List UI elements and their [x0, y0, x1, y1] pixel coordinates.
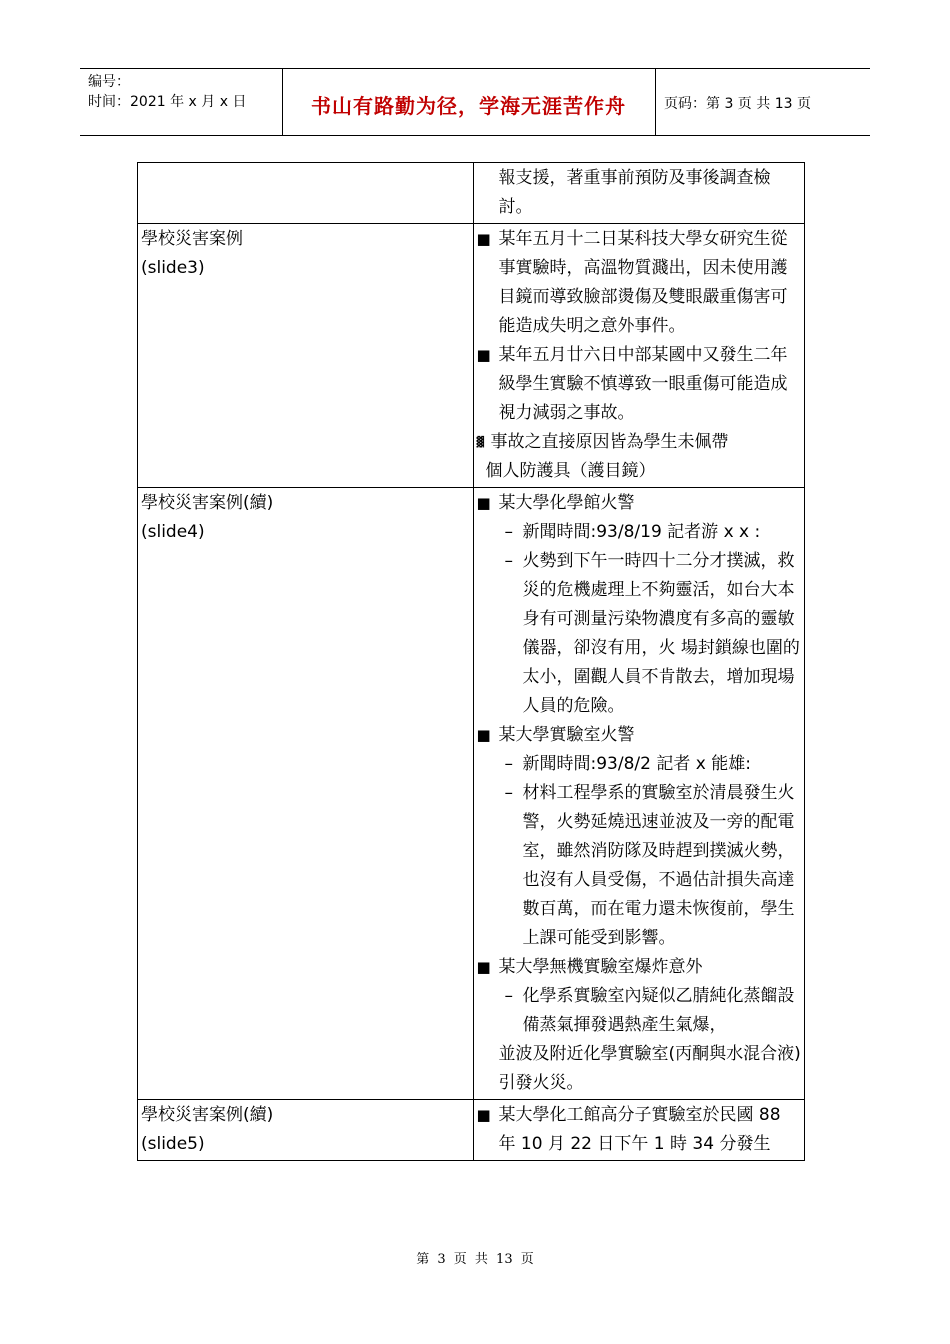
header-divider [655, 68, 656, 135]
sub-list-item: – 新聞時間:93/8/19 記者游 x x : [477, 518, 802, 547]
dash-bullet-icon: – [504, 754, 513, 774]
header-motto: 书山有路勤为径，学海无涯苦作舟 [311, 94, 626, 118]
dash-bullet-icon: – [504, 551, 513, 571]
list-item: ■ 某大學無機實驗室爆炸意外 [477, 953, 802, 982]
row-content-cell [473, 488, 805, 1100]
square-bullet-icon: ■ [476, 958, 491, 976]
row-content-cell [473, 1100, 805, 1161]
list-item: ▓ 事故之直接原因皆為學生未佩帶 [477, 428, 802, 457]
square-bullet-icon: ■ [476, 230, 491, 248]
sub-list-item: – 火勢到下午一時四十二分才撲滅，救災的危機處理上不夠靈活，如台大本身有可測量污染物濃度有多高的靈敏儀器，卻沒有用，火 場封鎖線也圍的太小，圍觀人員不肯散去，增加現場人員的危險。 [477, 547, 802, 721]
row-slide-ref: (slide5) [141, 1134, 205, 1154]
table-row [138, 224, 805, 488]
row-label-cell [138, 163, 474, 224]
list-item: ■ 某年五月十二日某科技大學女研究生從事實驗時，高溫物質濺出，因未使用護目鏡而導致臉部燙傷及雙眼嚴重傷害可能造成失明之意外事件。 [477, 225, 802, 341]
page-footer: 第 3 页 共 13 页 [416, 1252, 534, 1267]
dash-bullet-icon: – [504, 522, 513, 542]
header-bottom-rule [80, 135, 870, 136]
row-label-cell [138, 224, 474, 488]
sub-list-item: – 化學系實驗室內疑似乙腈純化蒸餾設備蒸氣揮發遇熱產生氣爆， [477, 982, 802, 1040]
square-bullet-icon: ■ [476, 494, 491, 512]
sub-list-item: – 材料工程學系的實驗室於清晨發生火警，火勢延燒迅速並波及一旁的配電室，雖然消防隊及時趕到撲滅火勢，也沒有人員受傷，不過估計損失高達數百萬，而在電力還未恢復前，學生上課可能受到影響。 [477, 779, 802, 953]
row-slide-ref: (slide3) [141, 258, 205, 278]
header-top-rule [80, 68, 870, 69]
header-meta [88, 72, 246, 112]
square-bullet-icon: ■ [476, 1106, 491, 1124]
list-item: ■ 某大學化工館高分子實驗室於民國 88 年 10 月 22 日下午 1 時 34 分發生 [477, 1101, 802, 1159]
row-title: 學校災害案例 [141, 229, 243, 249]
table-row [138, 1100, 805, 1161]
row-label-cell [138, 1100, 474, 1161]
header-page-number: 页码：第 3 页 共 13 页 [664, 96, 811, 112]
row-title: 學校災害案例(續) [141, 1105, 274, 1125]
table-row [138, 488, 805, 1100]
dash-bullet-icon: – [504, 986, 513, 1006]
row-slide-ref: (slide4) [141, 522, 205, 542]
row-content-cell [473, 224, 805, 488]
row-content-cell [473, 163, 805, 224]
list-item: ■ 某大學實驗室火警 [477, 721, 802, 750]
sub-list-item: – 新聞時間:93/8/2 記者 x 能雄: [477, 750, 802, 779]
square-bullet-icon: ■ [476, 726, 491, 744]
document-number: 编号： [88, 74, 130, 90]
square-bullet-icon: ■ [476, 346, 491, 364]
content-table [137, 162, 805, 1161]
list-item: ■ 某年五月廿六日中部某國中又發生二年級學生實驗不慎導致一眼重傷可能造成視力減弱之事故。 [477, 341, 802, 428]
document-date: 时间：2021 年 x 月 x 日 [88, 94, 247, 110]
continued-text: 並波及附近化學實驗室(丙酮與水混合液)引發火災。 [498, 1044, 801, 1093]
row-title: 學校災害案例(續) [141, 493, 274, 513]
row-label-cell [138, 488, 474, 1100]
table-row [138, 163, 805, 224]
continued-text: 個人防護具（護目鏡） [485, 461, 656, 481]
dash-bullet-icon: – [504, 783, 513, 803]
continued-text: 報支援，著重事前預防及事後調查檢 討。 [498, 168, 771, 217]
checkered-bullet-icon: ▓ [476, 437, 485, 448]
list-item: ■ 某大學化學館火警 [477, 489, 802, 518]
